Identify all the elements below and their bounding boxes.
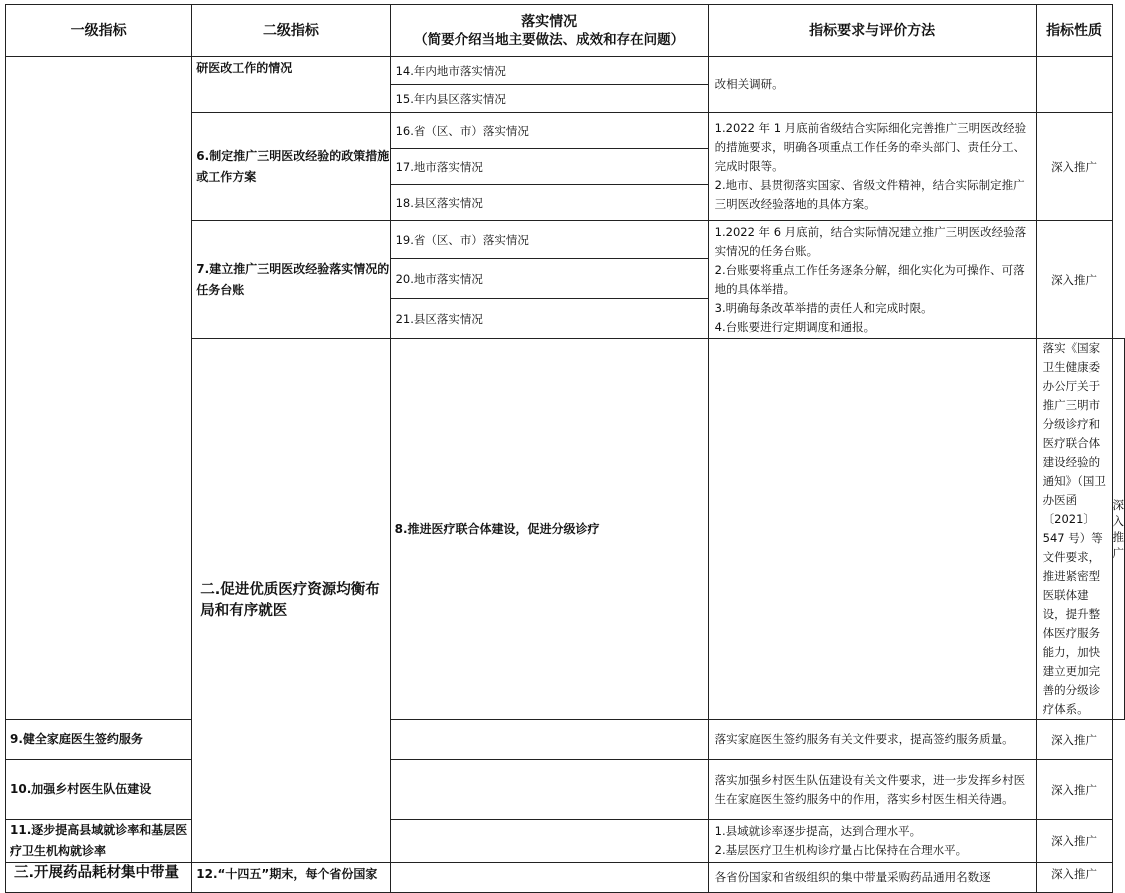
implementation-item: 15.年内县区落实情况 xyxy=(390,85,708,113)
indicator-title: 10.加强乡村医生队伍建设 xyxy=(6,760,192,820)
implementation-cell xyxy=(708,339,1036,720)
implementation-item: 17.地市落实情况 xyxy=(390,149,708,185)
table-row xyxy=(6,820,1125,863)
header-row xyxy=(6,5,1125,57)
header-implementation-subtitle: （简要介绍当地主要做法、成效和存在问题） xyxy=(414,31,685,48)
requirement-text: 落实加强乡村医生队伍建设有关文件要求，进一步发挥乡村医生在家庭医生签约服务中的作用，落实乡村医生相关待遇。 xyxy=(708,760,1036,820)
requirement-text: 落实《国家卫生健康委办公厅关于推广三明市分级诊疗和医疗联合体建设经验的通知》（国卫办医函〔2021〕547 号）等文件要求，推进紧密型医联体建设，提升整体医疗服务能力，加快建立更加完善的分级诊疗体系。 xyxy=(1036,339,1112,720)
implementation-cell xyxy=(390,863,708,893)
indicator-title: 8.推进医疗联合体建设，促进分级诊疗 xyxy=(390,339,708,720)
evaluation-table xyxy=(5,4,1125,893)
implementation-item: 20.地市落实情况 xyxy=(390,259,708,299)
indicator-title: 11.逐步提高县域就诊率和基层医疗卫生机构就诊率 xyxy=(6,820,192,863)
indicator-title: 7.建立推广三明医改经验落实情况的任务台账 xyxy=(192,221,390,339)
table-row xyxy=(6,863,1125,893)
implementation-item: 18.县区落实情况 xyxy=(390,185,708,221)
requirement-text: 1.2022 年 1 月底前省级结合实际细化完善推广三明医改经验的措施要求，明确各项重点工作任务的牵头部门、责任分工、完成时限等。 2.地市、县贯彻落实国家、省级文件精神，结合实际制定推广三明医改经验落地的具体方案。 xyxy=(708,113,1036,221)
implementation-item: 21.县区落实情况 xyxy=(390,299,708,339)
implementation-item: 19.省（区、市）落实情况 xyxy=(390,221,708,259)
indicator-title: 9.健全家庭医生签约服务 xyxy=(6,720,192,760)
requirement-text: 改相关调研。 xyxy=(708,57,1036,113)
requirement-text: 落实家庭医生签约服务有关文件要求，提高签约服务质量。 xyxy=(708,720,1036,760)
section-title: 二.促进优质医疗资源均衡布局和有序就医 xyxy=(192,339,390,863)
header-nature: 指标性质 xyxy=(1036,5,1112,57)
nature-cell: 深入推广 xyxy=(1036,113,1112,221)
header-level1: 一级指标 xyxy=(6,5,192,57)
implementation-cell xyxy=(390,820,708,863)
nature-cell: 深入推广 xyxy=(1036,720,1112,760)
section-title: 三.开展药品耗材集中带量 xyxy=(6,863,192,893)
nature-cell: 深入推广 xyxy=(1112,339,1125,720)
table-row xyxy=(6,720,1125,760)
indicator-title: 6.制定推广三明医改经验的政策措施或工作方案 xyxy=(192,113,390,221)
nature-cell: 深入推广 xyxy=(1036,863,1112,893)
nature-cell xyxy=(1036,57,1112,113)
implementation-cell xyxy=(390,720,708,760)
indicator-title: 12.“十四五”期末，每个省份国家 xyxy=(192,863,390,893)
requirement-text: 各省份国家和省级组织的集中带量采购药品通用名数逐 xyxy=(708,863,1036,893)
requirement-text: 1.县域就诊率逐步提高，达到合理水平。 2.基层医疗卫生机构诊疗量占比保持在合理水平。 xyxy=(708,820,1036,863)
table-row xyxy=(6,57,1125,85)
nature-cell: 深入推广 xyxy=(1036,760,1112,820)
indicator-title: 研医改工作的情况 xyxy=(192,57,390,113)
level1-cell-continued xyxy=(6,57,192,720)
nature-cell: 深入推广 xyxy=(1036,820,1112,863)
header-implementation-title: 落实情况 xyxy=(521,13,578,30)
nature-cell: 深入推广 xyxy=(1036,221,1112,339)
requirement-text: 1.2022 年 6 月底前，结合实际情况建立推广三明医改经验落实情况的任务台账。 2.台账要将重点工作任务逐条分解，细化实化为可操作、可落地的具体举措。 3.明确每条改革举措的责任人和完成时限。 4.台账要进行定期调度和通报。 xyxy=(708,221,1036,339)
implementation-item: 14.年内地市落实情况 xyxy=(390,57,708,85)
header-level2: 二级指标 xyxy=(192,5,390,57)
header-implementation xyxy=(390,5,708,57)
table-row xyxy=(6,760,1125,820)
implementation-cell xyxy=(390,760,708,820)
implementation-item: 16.省（区、市）落实情况 xyxy=(390,113,708,149)
header-requirements: 指标要求与评价方法 xyxy=(708,5,1036,57)
